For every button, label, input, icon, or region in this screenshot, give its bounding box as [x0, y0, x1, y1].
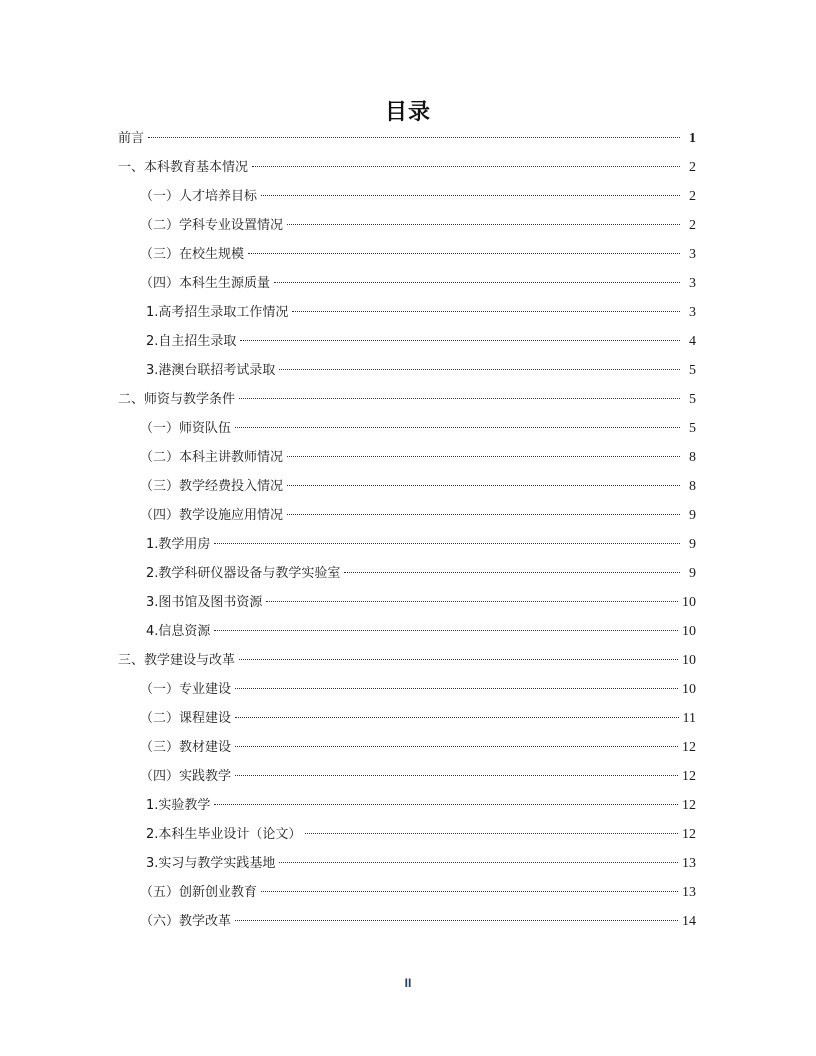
toc-entry-subsection[interactable]	[146, 824, 696, 846]
dot-leader	[240, 340, 680, 341]
toc-entry-label: （一）师资队伍	[140, 421, 232, 436]
toc-entry-page: 8	[689, 450, 696, 465]
dot-leader	[239, 398, 680, 399]
toc-entry-page: 11	[682, 711, 696, 726]
toc-entry-subsection[interactable]	[146, 795, 696, 817]
dot-leader	[235, 920, 678, 921]
toc-entry-subsection[interactable]	[146, 563, 696, 585]
toc-entry-page: 3	[689, 305, 696, 320]
dot-leader	[235, 746, 678, 747]
toc-entry-label: 1.教学用房	[146, 537, 211, 552]
toc-entry-label: 2.本科生毕业设计（论文）	[146, 827, 302, 842]
toc-entry-page: 1	[689, 131, 696, 146]
dot-leader	[261, 891, 678, 892]
toc-entry-page: 12	[682, 769, 696, 784]
toc-entry-label: （三）教学经费投入情况	[140, 479, 284, 494]
toc-entry-label: （四）本科生生源质量	[140, 276, 271, 291]
toc-entry-section[interactable]	[140, 911, 696, 933]
dot-leader	[279, 862, 678, 863]
toc-entry-label: （三）在校生规模	[140, 247, 245, 262]
toc-entry-subsection[interactable]	[146, 534, 696, 556]
dot-leader	[235, 688, 678, 689]
toc-entry-section[interactable]	[140, 215, 696, 237]
toc-entry-label: 前言	[118, 131, 145, 146]
toc-entry-section[interactable]	[140, 447, 696, 469]
dot-leader	[235, 427, 680, 428]
dot-leader	[287, 456, 680, 457]
toc-entry-page: 10	[682, 624, 696, 639]
toc-entry-label: 2.教学科研仪器设备与教学实验室	[146, 566, 341, 581]
toc-entry-page: 10	[682, 682, 696, 697]
dot-leader	[344, 572, 680, 573]
toc-entry-label: 3.港澳台联招考试录取	[146, 363, 276, 378]
toc-entry-section[interactable]	[140, 505, 696, 527]
toc-entry-label: 4.信息资源	[146, 624, 211, 639]
toc-entry-page: 10	[682, 653, 696, 668]
dot-leader	[287, 224, 680, 225]
toc-entry-label: 二、师资与教学条件	[118, 392, 236, 407]
toc-entry-label: （五）创新创业教育	[140, 885, 258, 900]
toc-entry-label: （六）教学改革	[140, 914, 232, 929]
toc-entry-preface[interactable]	[118, 128, 696, 150]
toc-entry-label: 3.实习与教学实践基地	[146, 856, 276, 871]
toc-entry-page: 9	[689, 566, 696, 581]
dot-leader	[235, 775, 678, 776]
dot-leader	[292, 311, 680, 312]
dot-leader	[248, 253, 680, 254]
dot-leader	[252, 166, 680, 167]
toc-entry-label: （二）课程建设	[140, 711, 232, 726]
toc-entry-label: 1.实验教学	[146, 798, 211, 813]
dot-leader	[287, 485, 680, 486]
toc-entry-page: 3	[689, 276, 696, 291]
toc-entry-page: 5	[689, 363, 696, 378]
toc-entry-label: （一）专业建设	[140, 682, 232, 697]
toc-entry-page: 2	[689, 189, 696, 204]
toc-entry-page: 9	[689, 537, 696, 552]
toc-entry-label: （四）实践教学	[140, 769, 232, 784]
dot-leader	[235, 717, 679, 718]
dot-leader	[287, 514, 680, 515]
toc-entry-subsection[interactable]	[146, 331, 696, 353]
toc-entry-label: （三）教材建设	[140, 740, 232, 755]
toc-entry-section[interactable]	[140, 186, 696, 208]
toc-entry-section[interactable]	[140, 737, 696, 759]
toc-entry-page: 10	[682, 595, 696, 610]
dot-leader	[148, 137, 680, 138]
toc-entry-label: （二）本科主讲教师情况	[140, 450, 284, 465]
dot-leader	[214, 804, 678, 805]
toc-entry-label: 3.图书馆及图书资源	[146, 595, 263, 610]
toc-entry-label: 一、本科教育基本情况	[118, 160, 249, 175]
toc-entry-section[interactable]	[140, 766, 696, 788]
toc-entry-section[interactable]	[140, 273, 696, 295]
toc-entry-section[interactable]	[140, 418, 696, 440]
toc-entry-page: 5	[689, 392, 696, 407]
toc-entry-section[interactable]	[140, 708, 696, 730]
toc-entry-page: 2	[689, 218, 696, 233]
toc-entry-page: 12	[682, 740, 696, 755]
toc-entry-page: 4	[689, 334, 696, 349]
toc-entry-page: 13	[682, 856, 696, 871]
toc-entry-section[interactable]	[140, 679, 696, 701]
toc-entry-label: （一）人才培养目标	[140, 189, 258, 204]
toc-entry-page: 12	[682, 827, 696, 842]
toc-entry-subsection[interactable]	[146, 360, 696, 382]
toc-entry-section[interactable]	[140, 244, 696, 266]
toc-entry-subsection[interactable]	[146, 302, 696, 324]
dot-leader	[239, 659, 678, 660]
toc-entry-page: 14	[682, 914, 696, 929]
toc-entry-label: 1.高考招生录取工作情况	[146, 305, 289, 320]
dot-leader	[305, 833, 678, 834]
toc-entry-page: 13	[682, 885, 696, 900]
toc-entry-subsection[interactable]	[146, 592, 696, 614]
toc-entry-label: （二）学科专业设置情况	[140, 218, 284, 233]
toc-entry-subsection[interactable]	[146, 621, 696, 643]
dot-leader	[261, 195, 680, 196]
toc-entry-label: 三、教学建设与改革	[118, 653, 236, 668]
dot-leader	[214, 543, 680, 544]
toc-entry-chapter-1[interactable]	[118, 157, 696, 179]
toc-entry-page: 12	[682, 798, 696, 813]
dot-leader	[274, 282, 680, 283]
toc-entry-page: 2	[689, 160, 696, 175]
toc-entry-page: 3	[689, 247, 696, 262]
toc-entry-subsection[interactable]	[146, 853, 696, 875]
toc-entry-section[interactable]	[140, 882, 696, 904]
toc-entry-section[interactable]	[140, 476, 696, 498]
footer-page-number: II	[404, 976, 412, 990]
toc-entry-page: 8	[689, 479, 696, 494]
toc-entry-page: 9	[689, 508, 696, 523]
toc-entry-chapter-3[interactable]	[118, 650, 696, 672]
dot-leader	[214, 630, 678, 631]
toc-entry-chapter-2[interactable]	[118, 389, 696, 411]
dot-leader	[279, 369, 680, 370]
toc-entry-label: 2.自主招生录取	[146, 334, 237, 349]
dot-leader	[266, 601, 678, 602]
toc-entry-page: 5	[689, 421, 696, 436]
page-title: 目录	[384, 100, 431, 125]
toc-entry-label: （四）教学设施应用情况	[140, 508, 284, 523]
